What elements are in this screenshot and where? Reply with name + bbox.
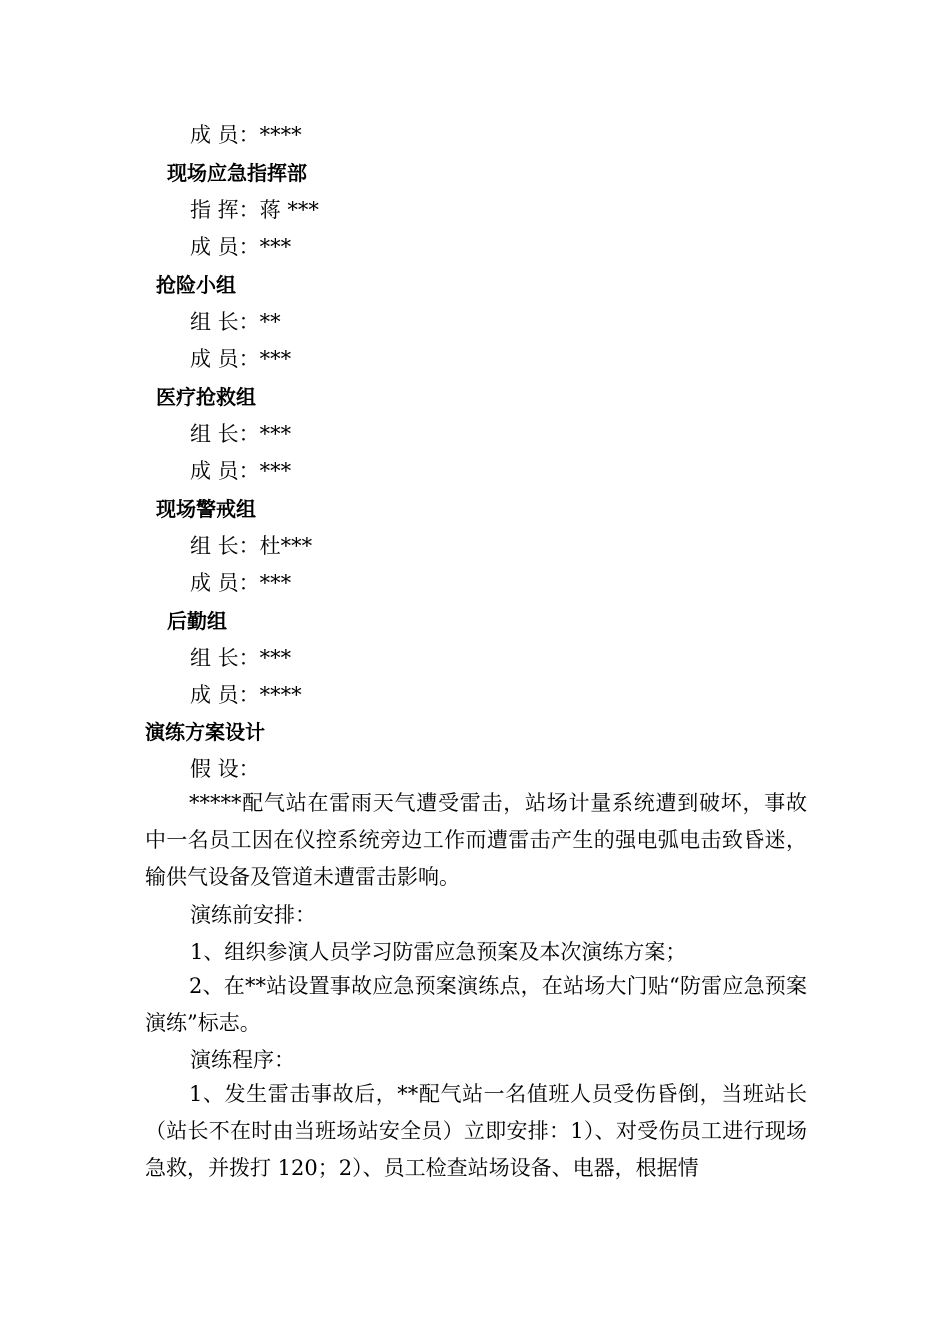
cordon-team-members: 成 员：*** [190, 571, 292, 595]
medical-team-members: 成 员：*** [190, 459, 292, 483]
medical-team-heading: 医疗抢救组 [156, 385, 256, 409]
assumption-paragraph: *****配气站在雷雨天气遭受雷击，站场计量系统遭到破坏，事故中一名员工因在仪控系统旁边工作而遭雷击产生的强电弧电击致昏迷，输供气设备及管道未遭雷击影响。 [145, 791, 807, 889]
onsite-commander: 指 挥：蒋 *** [190, 198, 319, 222]
procedure-label: 演练程序： [190, 1048, 295, 1072]
medical-team-leader: 组 长：*** [190, 422, 292, 446]
logistics-team-heading: 后勤组 [167, 609, 227, 633]
procedure-item-1: 1、发生雷击事故后，**配气站一名值班人员受伤昏倒，当班站长（站长不在时由当班场站安全员）立即安排：1）、对受伤员工进行现场急救，并拨打 120；2）、员工检查站场设备、电器，根据情 [145, 1082, 807, 1180]
assumption-label: 假 设： [190, 757, 260, 781]
pre-arrangement-item-2: 2、在**站设置事故应急预案演练点，在站场大门贴“防雷应急预案演练”标志。 [145, 974, 807, 1035]
rescue-team-heading: 抢险小组 [156, 273, 236, 297]
pre-arrangement-label: 演练前安排： [190, 903, 316, 927]
onsite-command-heading: 现场应急指挥部 [167, 161, 307, 185]
logistics-team-members: 成 员：**** [190, 683, 302, 707]
onsite-command-members: 成 员：*** [190, 235, 292, 259]
rescue-team-members: 成 员：*** [190, 347, 292, 371]
cordon-team-heading: 现场警戒组 [156, 497, 256, 521]
pre-arrangement-item-1: 1、组织参演人员学习防雷应急预案及本次演练方案； [190, 940, 687, 964]
logistics-team-leader: 组 长：*** [190, 646, 292, 670]
rescue-team-leader: 组 长：** [190, 310, 281, 334]
leading-members: 成 员：**** [190, 123, 302, 147]
cordon-team-leader: 组 长：杜*** [190, 534, 313, 558]
drill-plan-heading: 演练方案设计 [145, 720, 265, 744]
